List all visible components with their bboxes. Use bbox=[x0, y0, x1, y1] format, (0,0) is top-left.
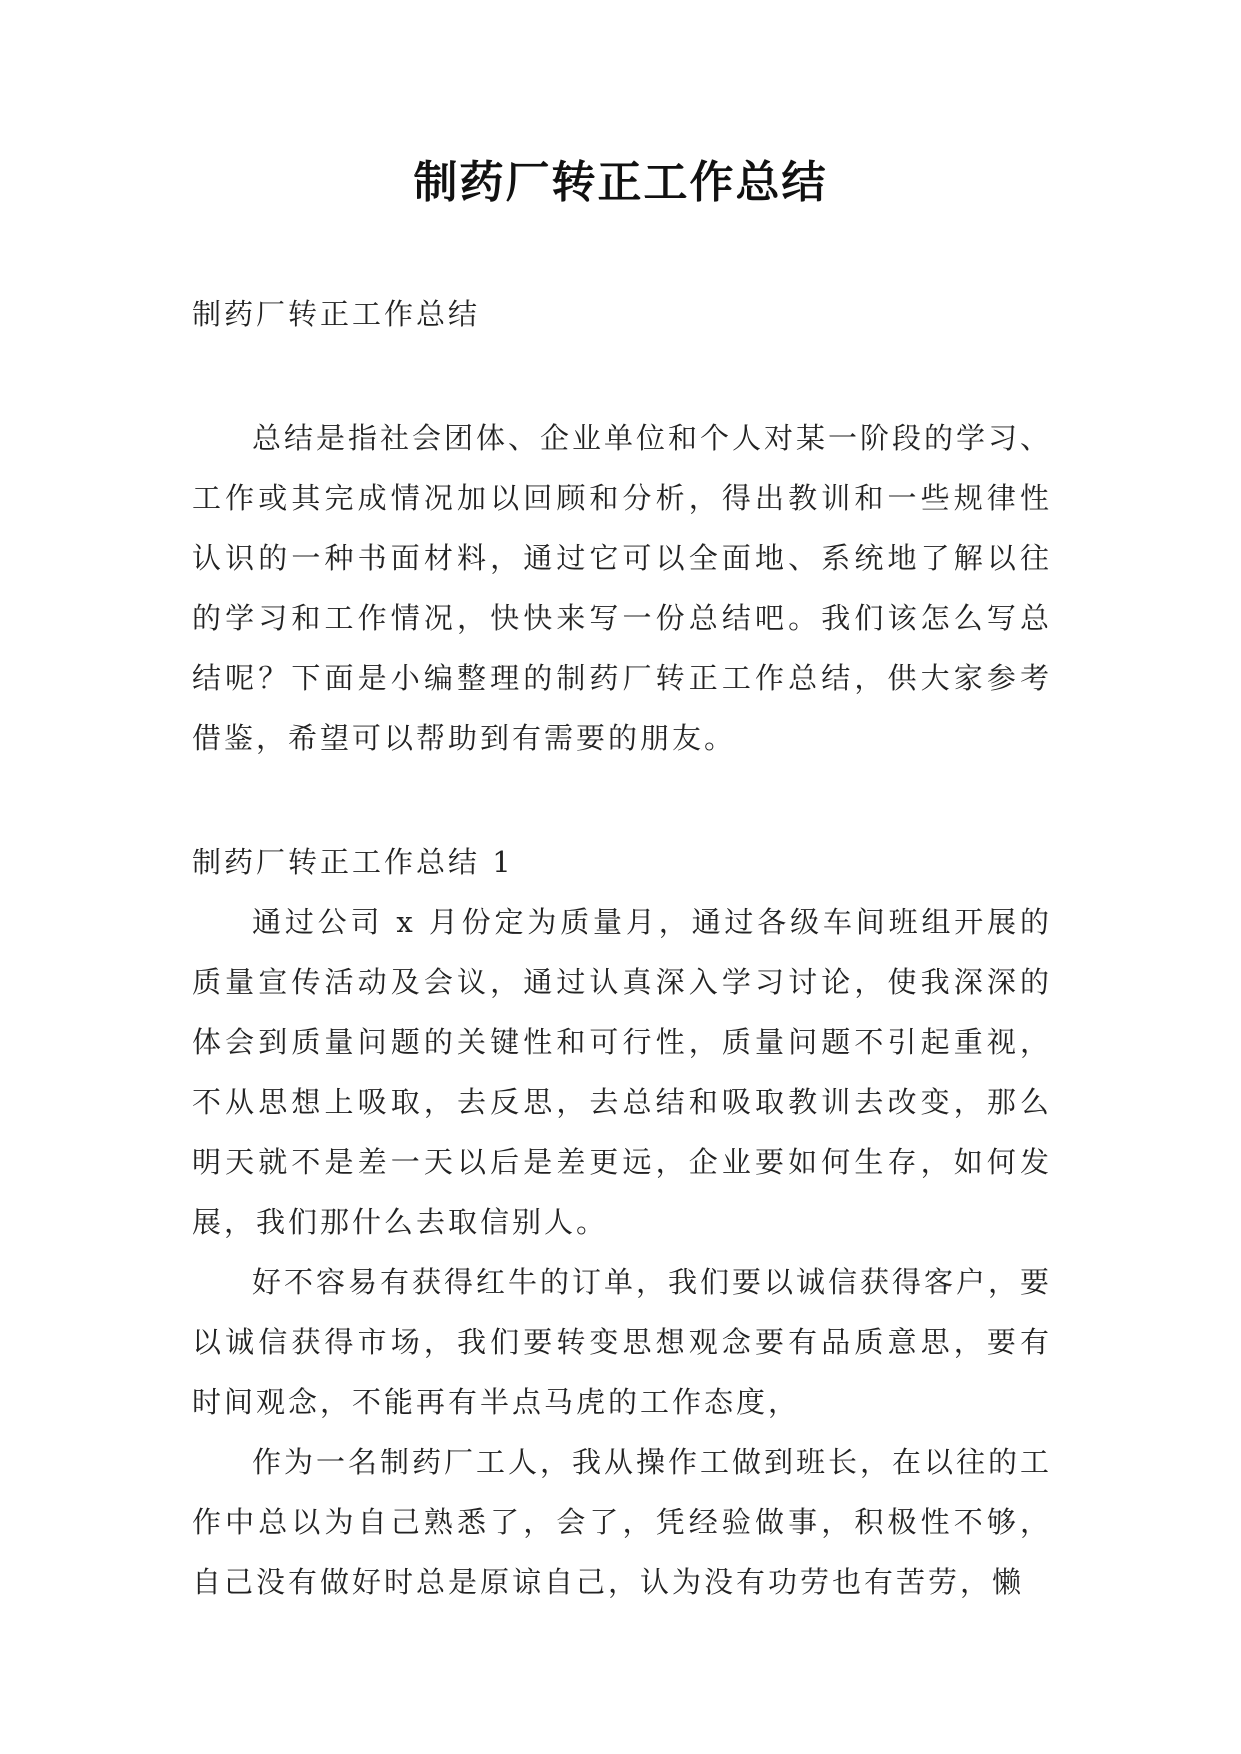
body-paragraph: 好不容易有获得红牛的订单，我们要以诚信获得客户，要以诚信获得市场，我们要转变思想观念要有品质意思，要有时间观念，不能再有半点马虎的工作态度， bbox=[192, 1265, 1053, 1419]
body-paragraph: 作为一名制药厂工人，我从操作工做到班长，在以往的工作中总以为自己熟悉了，会了，凭经验做事，积极性不够，自己没有做好时总是原谅自己，认为没有功劳也有苦劳，懒 bbox=[192, 1445, 1053, 1599]
spacer bbox=[192, 768, 1052, 832]
document-body bbox=[192, 284, 1052, 1612]
document-title: 制药厂转正工作总结 bbox=[413, 157, 828, 208]
document-subtitle: 制药厂转正工作总结 bbox=[192, 297, 481, 331]
body-paragraph: 通过公司 x 月份定为质量月，通过各级车间班组开展的质量宣传活动及会议，通过认真深入学习讨论，使我深深的体会到质量问题的关键性和可行性，质量问题不引起重视，不从思想上吸取，去反思，去总结和吸取教训去改变，那么明天就不是差一天以后是差更远，企业要如何生存，如何发展，我们那什么去取信别人。 bbox=[192, 905, 1052, 1239]
section-heading: 制药厂转正工作总结 1 bbox=[192, 845, 514, 879]
intro-paragraph: 总结是指社会团体、企业单位和个人对某一阶段的学习、工作或其完成情况加以回顾和分析，得出教训和一些规律性认识的一种书面材料，通过它可以全面地、系统地了解以往的学习和工作情况，快快来写一份总结吧。我们该怎么写总结呢？下面是小编整理的制药厂转正工作总结，供大家参考借鉴，希望可以帮助到有需要的朋友。 bbox=[192, 421, 1053, 755]
spacer bbox=[192, 344, 1052, 408]
